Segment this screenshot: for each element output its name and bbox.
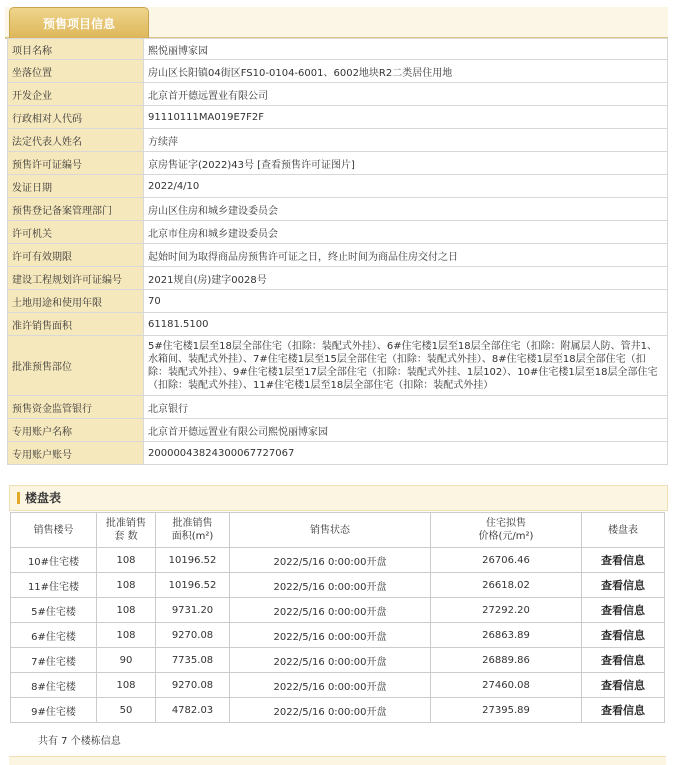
info-value: 70 — [144, 290, 668, 313]
info-key: 许可有效期限 — [8, 244, 144, 267]
info-value: 房山区住房和城乡建设委员会 — [144, 198, 668, 221]
cell-building: 9#住宅楼 — [11, 698, 97, 723]
info-row — [8, 39, 668, 60]
section-header — [9, 485, 668, 511]
info-key: 准许销售面积 — [8, 313, 144, 336]
info-value: 61181.5100 — [144, 313, 668, 336]
info-row — [8, 313, 668, 336]
info-value: 5#住宅楼1层至18层全部住宅（扣除：装配式外挂）、6#住宅楼1层至18层全部住宅（扣除：附属层人防、管井1、水箱间、装配式外挂）、7#住宅楼1层至15层全部住宅（扣除：装配式外挂）、8#住宅楼1层至18层全部住宅（扣除：装配式外挂）、9#住宅楼1层至17层全部住宅（扣除：装配式外挂、1层102）、10#住宅楼1层至18层全部住宅（扣除：装配式外挂）、11#住宅楼1层至18层全部住宅（扣除：装配式外挂） — [144, 336, 668, 396]
cell-building: 6#住宅楼 — [11, 623, 97, 648]
section-marker — [17, 492, 20, 504]
cell-status: 2022/5/16 0:00:00开盘 — [230, 698, 431, 723]
section-title: 楼盘表 — [25, 491, 62, 505]
info-key: 项目名称 — [8, 39, 144, 60]
view-info-button[interactable]: 查看信息 — [582, 673, 665, 698]
info-row — [8, 396, 668, 419]
cell-area: 9731.20 — [156, 598, 230, 623]
cell-building: 8#住宅楼 — [11, 673, 97, 698]
cell-area: 4782.03 — [156, 698, 230, 723]
cell-price: 26863.89 — [431, 623, 582, 648]
cell-price: 26706.46 — [431, 548, 582, 573]
cell-building: 5#住宅楼 — [11, 598, 97, 623]
tab-bar — [5, 7, 668, 39]
info-key: 开发企业 — [8, 83, 144, 106]
cell-status: 2022/5/16 0:00:00开盘 — [230, 648, 431, 673]
cell-price: 26618.02 — [431, 573, 582, 598]
info-row — [8, 419, 668, 442]
info-row — [8, 198, 668, 221]
info-key: 坐落位置 — [8, 60, 144, 83]
view-info-button[interactable]: 查看信息 — [582, 548, 665, 573]
cell-units: 108 — [97, 598, 156, 623]
info-value: 北京首开德远置业有限公司 — [144, 83, 668, 106]
cell-area: 10196.52 — [156, 573, 230, 598]
table-row — [11, 623, 665, 648]
cell-area: 7735.08 — [156, 648, 230, 673]
info-value: 方续萍 — [144, 129, 668, 152]
info-row — [8, 221, 668, 244]
info-key: 法定代表人姓名 — [8, 129, 144, 152]
info-value: 北京首开德远置业有限公司熙悦丽博家园 — [144, 419, 668, 442]
info-row — [8, 83, 668, 106]
cell-price: 27460.08 — [431, 673, 582, 698]
info-key: 发证日期 — [8, 175, 144, 198]
tab-presale-info[interactable]: 预售项目信息 — [9, 7, 149, 40]
info-row — [8, 442, 668, 465]
info-key: 土地用途和使用年限 — [8, 290, 144, 313]
table-row — [11, 673, 665, 698]
info-value: 91110111MA019E7F2F — [144, 106, 668, 129]
view-info-button[interactable]: 查看信息 — [582, 698, 665, 723]
info-row — [8, 106, 668, 129]
view-info-button[interactable]: 查看信息 — [582, 623, 665, 648]
cell-units: 90 — [97, 648, 156, 673]
info-row — [8, 152, 668, 175]
cell-area: 10196.52 — [156, 548, 230, 573]
project-info-table — [7, 38, 668, 465]
info-value: 2021规自(房)建字0028号 — [144, 267, 668, 290]
header-area: 批准销售 面积(m²) — [156, 513, 230, 548]
info-row — [8, 175, 668, 198]
info-value: 起始时间为取得商品房预售许可证之日，终止时间为商品住房交付之日 — [144, 244, 668, 267]
info-value: 熙悦丽博家园 — [144, 39, 668, 60]
table-row — [11, 698, 665, 723]
cell-status: 2022/5/16 0:00:00开盘 — [230, 573, 431, 598]
info-value: 房山区长阳镇04街区FS10-0104-6001、6002地块R2二类居住用地 — [144, 60, 668, 83]
info-value: 20000043824300067727067 — [144, 442, 668, 465]
building-count: 共有 7 个楼栋信息 — [38, 736, 121, 747]
table-row — [11, 598, 665, 623]
header-action: 楼盘表 — [582, 513, 665, 548]
info-row — [8, 290, 668, 313]
info-key: 预售资金监管银行 — [8, 396, 144, 419]
cell-units: 108 — [97, 548, 156, 573]
header-units: 批准销售 套 数 — [97, 513, 156, 548]
info-row — [8, 336, 668, 396]
building-table — [10, 512, 665, 723]
info-value: 北京市住房和城乡建设委员会 — [144, 221, 668, 244]
cell-units: 50 — [97, 698, 156, 723]
header-building: 销售楼号 — [11, 513, 97, 548]
info-key: 建设工程规划许可证编号 — [8, 267, 144, 290]
cell-units: 108 — [97, 623, 156, 648]
cell-area: 9270.08 — [156, 623, 230, 648]
info-key: 预售登记备案管理部门 — [8, 198, 144, 221]
cell-building: 11#住宅楼 — [11, 573, 97, 598]
info-value: 北京银行 — [144, 396, 668, 419]
table-row — [11, 648, 665, 673]
header-price: 住宅拟售 价格(元/m²) — [431, 513, 582, 548]
cell-status: 2022/5/16 0:00:00开盘 — [230, 623, 431, 648]
cell-building: 7#住宅楼 — [11, 648, 97, 673]
info-row — [8, 267, 668, 290]
info-key: 许可机关 — [8, 221, 144, 244]
cell-area: 9270.08 — [156, 673, 230, 698]
info-row — [8, 129, 668, 152]
info-row — [8, 60, 668, 83]
info-value[interactable]: 京房售证字(2022)43号 [查看预售许可证图片] — [144, 152, 668, 175]
cell-status: 2022/5/16 0:00:00开盘 — [230, 673, 431, 698]
table-row — [11, 548, 665, 573]
view-info-button[interactable]: 查看信息 — [582, 648, 665, 673]
table-header-row — [11, 513, 665, 548]
cell-units: 108 — [97, 573, 156, 598]
info-key: 专用账户账号 — [8, 442, 144, 465]
info-key: 预售许可证编号 — [8, 152, 144, 175]
info-value: 2022/4/10 — [144, 175, 668, 198]
info-row — [8, 244, 668, 267]
cell-status: 2022/5/16 0:00:00开盘 — [230, 548, 431, 573]
info-key: 批准预售部位 — [8, 336, 144, 396]
table-row — [11, 573, 665, 598]
view-info-button[interactable]: 查看信息 — [582, 573, 665, 598]
cell-price: 27395.89 — [431, 698, 582, 723]
cell-price: 27292.20 — [431, 598, 582, 623]
info-key: 行政相对人代码 — [8, 106, 144, 129]
cell-price: 26889.86 — [431, 648, 582, 673]
cell-building: 10#住宅楼 — [11, 548, 97, 573]
cell-units: 108 — [97, 673, 156, 698]
header-status: 销售状态 — [230, 513, 431, 548]
info-key: 专用账户名称 — [8, 419, 144, 442]
cell-status: 2022/5/16 0:00:00开盘 — [230, 598, 431, 623]
view-info-button[interactable]: 查看信息 — [582, 598, 665, 623]
